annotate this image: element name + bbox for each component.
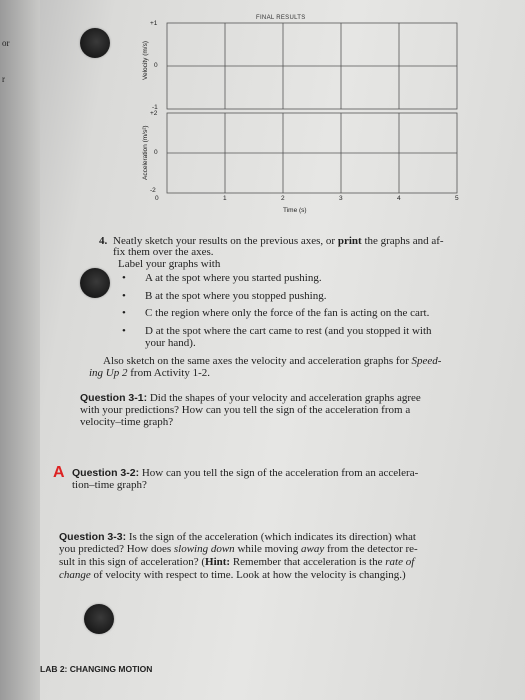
margin-fragment: or — [2, 38, 10, 48]
page-footer: LAB 2: CHANGING MOTION — [40, 664, 153, 674]
velocity-grid — [167, 23, 457, 109]
question-3-3-line-4: change of velocity with respect to time. Look at how the velocity is changing.) — [59, 569, 406, 581]
question-3-3-line-1: Question 3-3: Is the sign of the acceleration (which indicates its direction) what — [59, 531, 416, 543]
margin-fragment: r — [2, 74, 5, 84]
time-tick: 0 — [155, 195, 159, 202]
time-tick: 4 — [397, 195, 401, 202]
time-tick: 1 — [223, 195, 227, 202]
question-3-2-line-1: Question 3-2: How can you tell the sign of the acceleration from an accelera- — [72, 467, 419, 479]
bullet-c: C the region where only the force of the fan is acting on the cart. — [145, 307, 430, 319]
handwritten-mark: A — [53, 464, 65, 481]
acceleration-axis-label: Acceleration (m/s²) — [142, 125, 149, 180]
velocity-tick: +1 — [150, 20, 158, 27]
question-3-3-line-2: you predicted? How does slowing down while moving away from the detector re- — [59, 543, 418, 555]
bullet-a: A at the spot where you started pushing. — [145, 272, 322, 284]
item-4-line-3: Label your graphs with — [118, 258, 221, 270]
acceleration-tick: 0 — [154, 149, 158, 156]
bullet-icon: • — [122, 325, 126, 337]
bullet-icon: • — [122, 272, 126, 284]
acceleration-tick: +2 — [150, 110, 158, 117]
punch-hole — [84, 604, 114, 634]
question-3-1-line-2: with your predictions? How can you tell the sign of the acceleration from a — [80, 404, 411, 416]
time-tick: 5 — [455, 195, 459, 202]
final-results-axes — [0, 0, 525, 210]
punch-hole — [80, 268, 110, 298]
item-4-line-2: fix them over the axes. — [113, 246, 214, 258]
item-4-line-1: Neatly sketch your results on the previous axes, or print the graphs and af- — [113, 235, 444, 247]
velocity-axis-label: Velocity (m/s) — [142, 40, 149, 80]
question-3-2-line-2: tion–time graph? — [72, 479, 147, 491]
bullet-b: B at the spot where you stopped pushing. — [145, 290, 327, 302]
question-3-1-line-3: velocity–time graph? — [80, 416, 174, 428]
question-3-3-line-3: sult in this sign of acceleration? (Hint: Remember that acceleration is the rate of — [59, 556, 415, 568]
acceleration-grid — [167, 113, 457, 193]
bullet-icon: • — [122, 307, 126, 319]
bullet-d: D at the spot where the cart came to rest (and you stopped it with — [145, 325, 432, 337]
time-axis-label: Time (s) — [283, 207, 307, 214]
bullet-icon: • — [122, 290, 126, 302]
acceleration-tick: -2 — [150, 187, 156, 194]
velocity-tick: 0 — [154, 62, 158, 69]
bullet-d-continued: your hand). — [145, 337, 196, 349]
time-tick: 2 — [281, 195, 285, 202]
time-tick: 3 — [339, 195, 343, 202]
also-sketch-line-2: ing Up 2 from Activity 1-2. — [89, 367, 210, 379]
question-3-1-line-1: Question 3-1: Did the shapes of your velocity and acceleration graphs agree — [80, 392, 421, 404]
item-number: 4. — [99, 235, 108, 247]
also-sketch-line-1: Also sketch on the same axes the velocity and acceleration graphs for Speed- — [103, 355, 442, 367]
graph-title: FINAL RESULTS — [256, 15, 306, 21]
velocity-tick: -1 — [152, 104, 158, 111]
